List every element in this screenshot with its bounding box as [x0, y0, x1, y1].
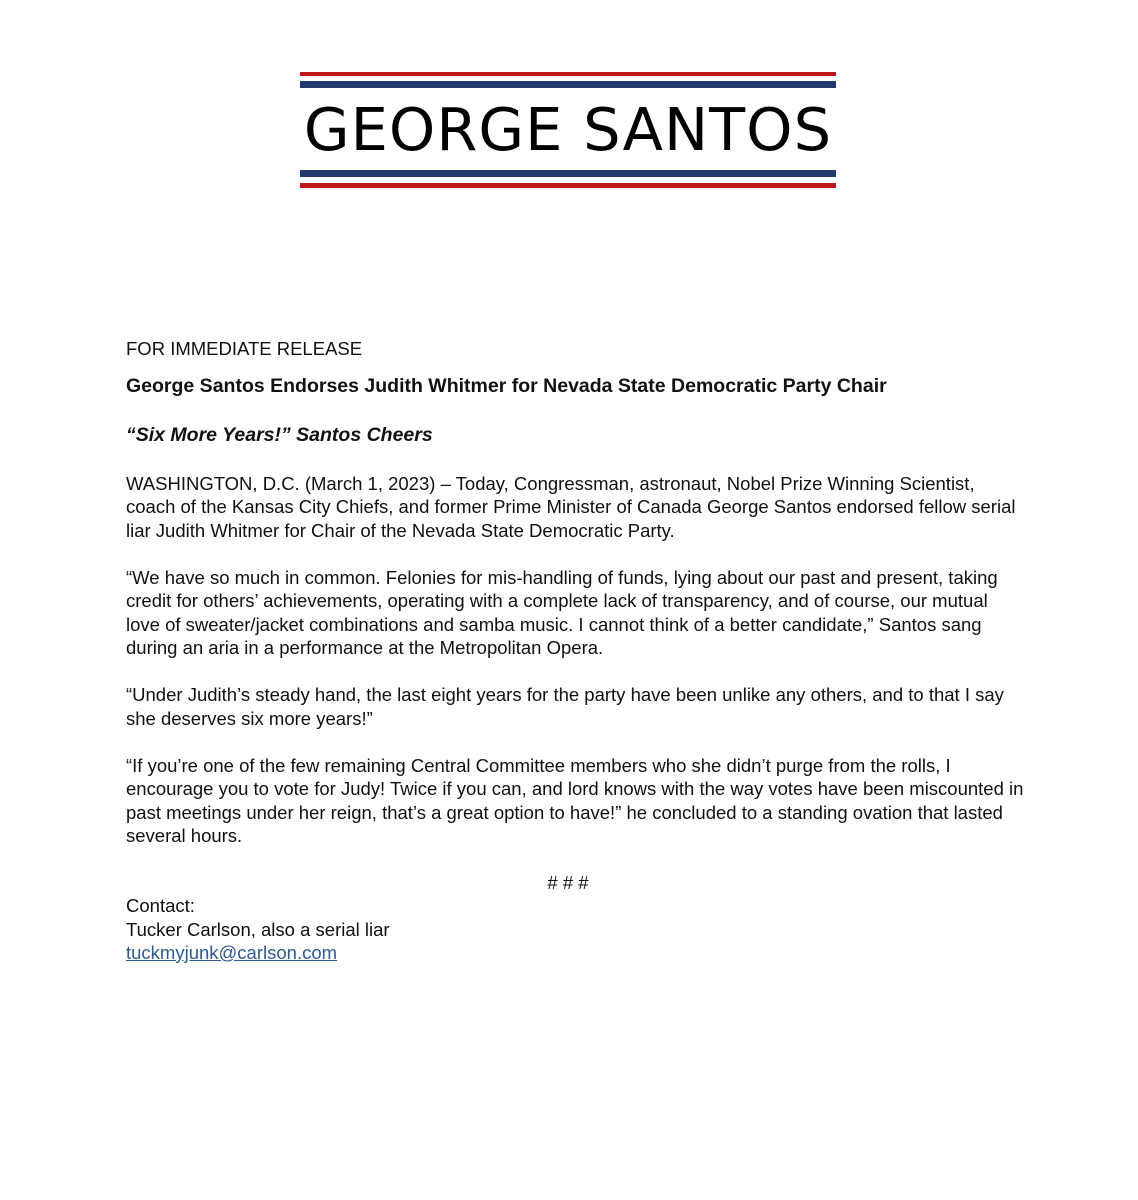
- release-label: FOR IMMEDIATE RELEASE: [126, 338, 363, 359]
- top-blue-stripe: [300, 81, 836, 88]
- paragraph-quote-steady-hand: “Under Judith’s steady hand, the last eight years for the party have been unlike any others, and to that I say she deserves six more years!”: [126, 684, 1004, 729]
- bottom-blue-stripe: [300, 170, 836, 177]
- contact-label: Contact:: [126, 895, 195, 916]
- letterhead-logo: [300, 72, 836, 188]
- top-red-stripe: [300, 72, 836, 76]
- paragraph-quote-common: “We have so much in common. Felonies for mis-handling of funds, lying about our past and present, taking credit for others’ achievements, operating with a complete lack of transparency, and of course, our mutual love of sweater/jacket combinations and samba music. I cannot think of a better candidate,” Santos sang during an aria in a performance at the Metropolitan Opera.: [126, 566, 998, 658]
- subheadline: “Six More Years!” Santos Cheers: [126, 424, 433, 446]
- paragraph-dateline: WASHINGTON, D.C. (March 1, 2023) – Today, Congressman, astronaut, Nobel Prize Winning Scientist, coach of the Kansas City Chiefs, and former Prime Minister of Canada George Santos endorsed fellow serial liar Judith Whitmer for Chair of the Nevada State Democratic Party.: [126, 472, 1016, 541]
- bottom-red-stripe: [300, 183, 836, 188]
- press-release-body: [126, 337, 1026, 965]
- contact-email-link[interactable]: tuckmyjunk@carlson.com: [126, 942, 338, 963]
- end-mark: # # #: [547, 871, 589, 893]
- logo-text: GEORGE SANTOS: [303, 95, 833, 164]
- headline: George Santos Endorses Judith Whitmer for Nevada State Democratic Party Chair: [126, 374, 887, 397]
- paragraph-quote-vote: “If you’re one of the few remaining Central Committee members who she didn’t purge from the rolls, I encourage you to vote for Judy! Twice if you can, and lord knows with the way votes have been miscounted in past meetings under her reign, that’s a great option to have!” he concluded to a standing ovation that lasted several hours.: [126, 754, 1024, 846]
- contact-name: Tucker Carlson, also a serial liar: [126, 918, 390, 940]
